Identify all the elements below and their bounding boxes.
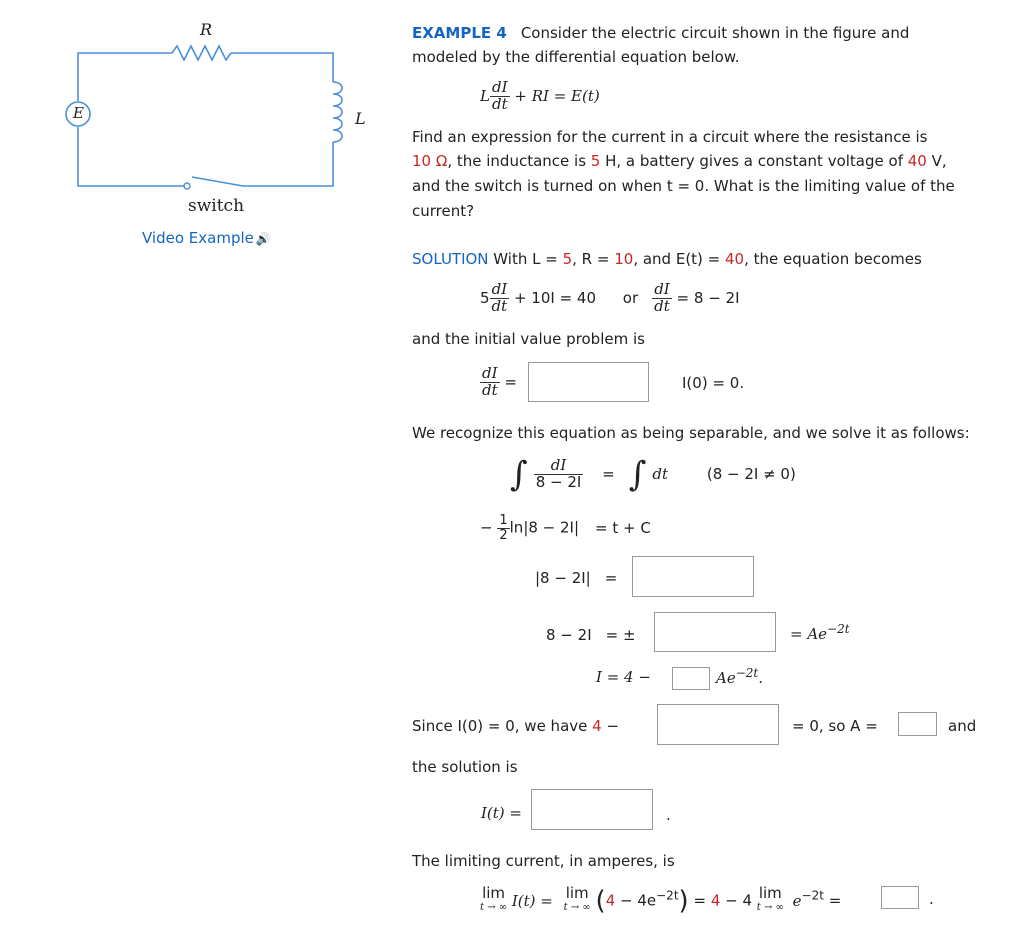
inductor-label: L (355, 109, 366, 128)
It-answer-input[interactable] (531, 789, 653, 830)
find-line4: current? (412, 202, 475, 220)
wire-top-right (231, 53, 333, 82)
equation-becomes: 5 $\frac{dI}{dt}$ + 10I = 40 or $\frac{dI}{dt}$ = 8 − 2I (480, 280, 740, 315)
ln-equation: − $\frac{1}{2}$ ln|8 − 2I| = t + C (480, 513, 651, 543)
integral-icon: ∫ (510, 454, 528, 495)
find-line3: and the switch is turned on when t = 0. What is the limiting value of the (412, 177, 955, 195)
integral-equation: ∫ $\frac{dI}{8 - 2I}$ = ∫ dt (8 − 2I ≠ 0) (510, 454, 796, 495)
solution-is-text: the solution is (412, 758, 518, 776)
circuit-figure (0, 0, 380, 220)
It-label: I(t) = (481, 804, 522, 822)
resistor-zigzag (172, 46, 231, 60)
switch-pivot (184, 183, 190, 189)
since-and: and (948, 717, 977, 735)
wire-right-bottom (243, 142, 333, 186)
wire-bottom-left (78, 127, 186, 186)
ivp-text: and the initial value problem is (412, 330, 645, 348)
wire-top-left (78, 53, 172, 58)
abs-answer-input[interactable] (632, 556, 754, 597)
limit-text: The limiting current, in amperes, is (412, 852, 675, 870)
pm-answer-input[interactable] (654, 612, 776, 652)
solution-label: SOLUTION (412, 250, 489, 268)
since-line: Since I(0) = 0, we have 4 − (412, 717, 620, 735)
integral-icon-2: ∫ (628, 454, 647, 495)
I-coef-input[interactable] (672, 667, 710, 690)
inductor-coil (333, 82, 342, 142)
switch-label: switch (188, 196, 245, 216)
example-intro-line1: EXAMPLE 4 Consider the electric circuit shown in the figure and (412, 24, 910, 42)
It-dot: . (666, 806, 671, 824)
video-example-link[interactable] (142, 229, 271, 247)
pm-rhs: = $Ae^{-2t}$ (790, 622, 850, 643)
switch-blade (192, 177, 243, 186)
source-label: E (73, 104, 84, 122)
I-rest: $Ae^{-2t}$. (716, 666, 764, 687)
abs-equation: |8 − 2I| = (535, 569, 618, 587)
since-answer-input[interactable] (657, 704, 779, 745)
pm-equation: 8 − 2I = ± (546, 626, 636, 644)
A-value-input[interactable] (898, 712, 937, 736)
limit-answer-input[interactable] (881, 886, 919, 909)
find-line1: Find an expression for the current in a circuit where the resistance is (412, 128, 928, 146)
ivp-initial: I(0) = 0. (682, 374, 745, 392)
speaker-icon: 🔊 (255, 232, 271, 246)
video-example-label: Video Example (142, 229, 254, 247)
example-intro-line2: modeled by the differential equation below. (412, 48, 740, 66)
find-line2: 10 Ω, the inductance is 5 H, a battery gives a constant voltage of 40 V, (412, 152, 947, 170)
resistor-label: R (200, 20, 213, 39)
ivp-equation: $\frac{dI}{dt}$ = (482, 364, 517, 399)
I-equation: I = 4 − (596, 668, 651, 686)
solution-line: SOLUTION With L = 5, R = 10, and E(t) = 40, the equation becomes (412, 250, 922, 268)
limit-equation: lim t → ∞ I(t) = lim t → ∞ $(4 - 4e^{-2t}) = 4 - 4$ lim t → ∞ $e^{-2t}$ = (480, 884, 842, 916)
ivp-answer-input[interactable] (528, 362, 649, 402)
example-heading: EXAMPLE 4 (412, 24, 507, 42)
model-equation: L $\frac{dI}{dt}$ + RI = E(t) (480, 78, 600, 113)
separable-text: We recognize this equation as being separable, and we solve it as follows: (412, 424, 970, 442)
since-rhs: = 0, so A = (792, 717, 878, 735)
limit-dot: . (929, 890, 934, 908)
